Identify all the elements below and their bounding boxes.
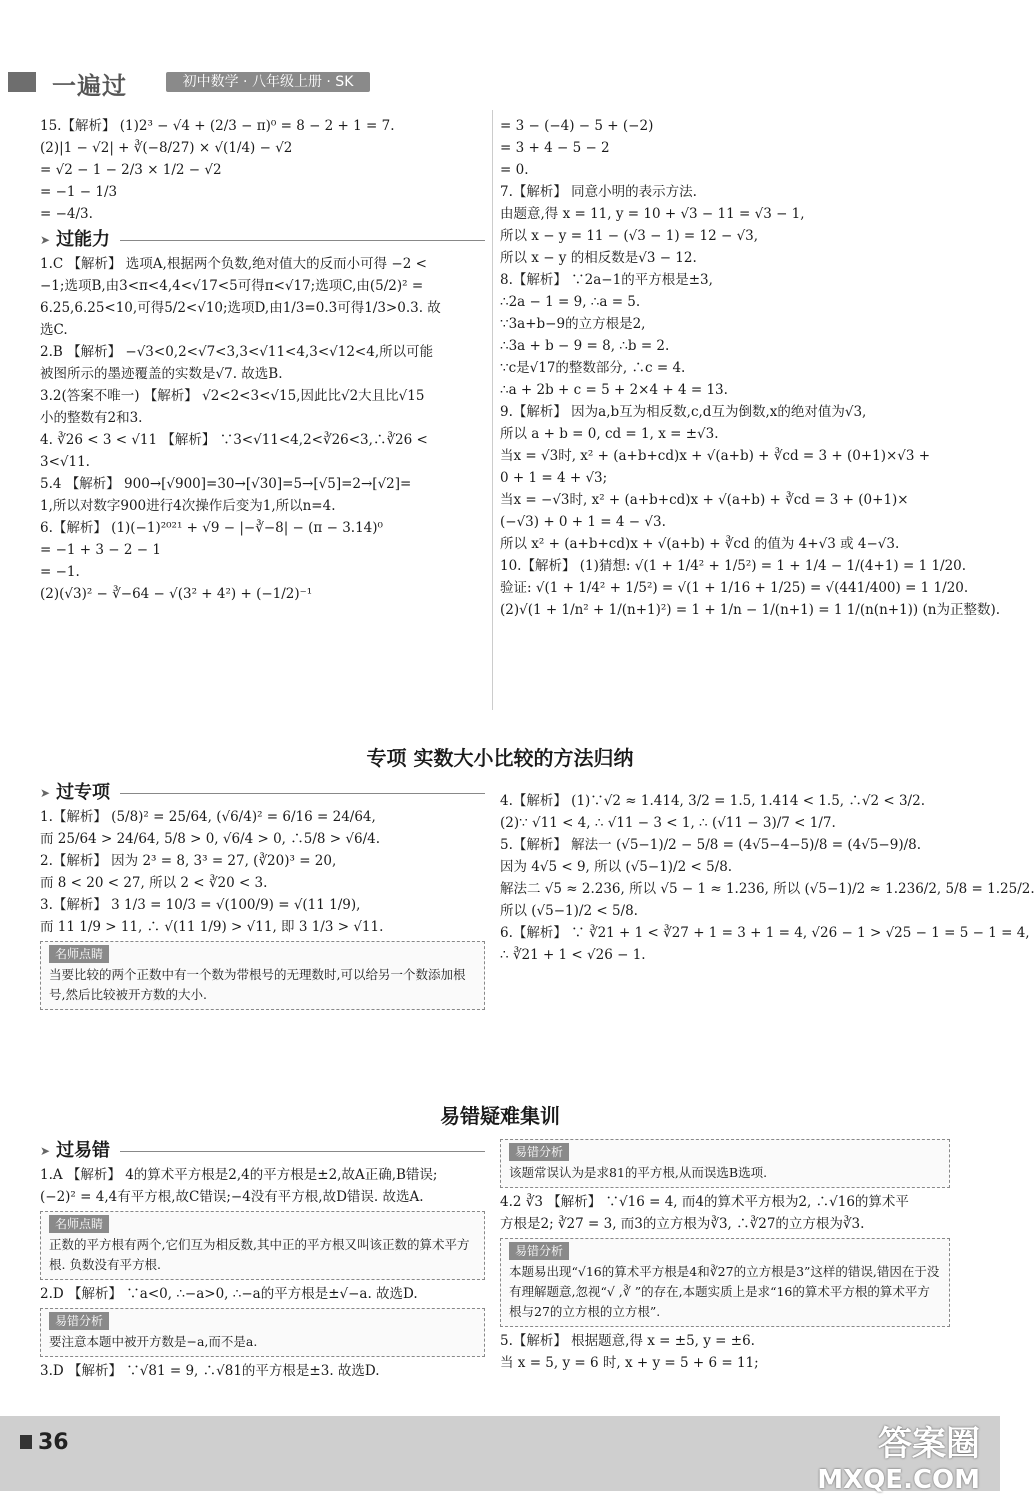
section-rule bbox=[120, 793, 485, 794]
section-title: 过能力 bbox=[56, 229, 111, 250]
section-icon: ➤ bbox=[40, 1144, 51, 1158]
teacher-tip-box bbox=[40, 941, 485, 1010]
right-column-errors bbox=[500, 1136, 950, 1374]
tip-label: 易错分析 bbox=[509, 1242, 569, 1260]
page-number-text: 36 bbox=[38, 1430, 69, 1455]
watermark-logo: 答案圈 bbox=[878, 1424, 980, 1464]
errors-left-2 bbox=[40, 1283, 485, 1305]
watermark bbox=[817, 1416, 980, 1495]
text-line: = −1 + 3 − 2 − 1 bbox=[40, 542, 161, 558]
watermark-url: MXQE.COM bbox=[817, 1465, 980, 1495]
text-line: 3.D 【解析】 ∵√81 = 9, ∴√81的平方根是±3. 故选D. bbox=[40, 1363, 380, 1379]
text-line: (−2)² = 4,4有平方根,故C错误;−4没有平方根,故D错误. 故选A. bbox=[40, 1189, 424, 1205]
errors-title: 易错疑难集训 bbox=[440, 1104, 560, 1128]
text-line: = −4/3. bbox=[40, 206, 93, 222]
text-line: 方根是2; ∛27 = 3, 而3的立方根为∛3, ∴∛27的立方根为∛3. bbox=[500, 1216, 865, 1232]
text-line: 1.C 【解析】 选项A,根据两个负数,绝对值大的反而小可得 −2 < bbox=[40, 256, 427, 272]
text-line: ∴2a − 1 = 9, ∴a = 5. bbox=[500, 294, 641, 310]
errors-left-1 bbox=[40, 1164, 485, 1208]
text-line: 选C. bbox=[40, 322, 68, 338]
error-tip-box-1 bbox=[40, 1308, 485, 1357]
text-line: 由题意,得 x = 11, y = 10 + √3 − 11 = √3 − 1, bbox=[500, 206, 805, 222]
text-line: 而 8 < 20 < 27, 所以 2 < ∛20 < 3. bbox=[40, 875, 268, 891]
right-column-top bbox=[500, 115, 1001, 621]
q7-q10-block bbox=[500, 115, 1001, 621]
text-line: 15.【解析】 (1)2³ − √4 + (2/3 − π)⁰ = 8 − 2 + 1 = 7. bbox=[40, 118, 395, 134]
text-line: (2)√(1 + 1/n² + 1/(n+1)²) = 1 + 1/n − 1/(n+1) = 1 1/(n(n+1)) (n为正整数). bbox=[500, 602, 1001, 618]
text-line: 6.25,6.25<10,可得5/2<√10;选项D,由1/3=0.3̇可得1/3>0.3. 故 bbox=[40, 300, 441, 316]
tip-text: 正数的平方根有两个,它们互为相反数,其中正的平方根又叫该正数的算术平方根. 负数没有平方根. bbox=[49, 1237, 470, 1272]
tip-label: 易错分析 bbox=[49, 1312, 109, 1330]
text-line: = 0. bbox=[500, 162, 529, 178]
text-line: 4.【解析】 (1)∵√2 ≈ 1.414, 3/2 = 1.5, 1.414 < 1.5, ∴√2 < 3/2. bbox=[500, 793, 925, 809]
right-column-special bbox=[500, 790, 1035, 966]
text-line: = −1 − 1/3 bbox=[40, 184, 118, 200]
tip-text: 本题易出现“√16的算术平方根是4和∛27的立方根是3”这样的错误,错因在于没有理解题意,忽视“√ ,∛ ”的存在,本题实质上是求“16的算术平方根的算术平方根与27的立方根的立方根”. bbox=[509, 1264, 940, 1319]
section-ability-heading bbox=[40, 229, 485, 251]
text-line: 2.【解析】 因为 2³ = 8, 3³ = 27, (∛20)³ = 20, bbox=[40, 853, 337, 869]
text-line: 3.【解析】 3 1/3 = 10/3 = √(100/9) = √(11 1/9), bbox=[40, 897, 361, 913]
text-line: (2)|1 − √2| + ∛(−8/27) × √(1/4) − √2 bbox=[40, 140, 293, 156]
left-column-special bbox=[40, 778, 485, 1013]
text-line: 因为 4√5 < 9, 所以 (√5−1)/2 < 5/8. bbox=[500, 859, 733, 875]
special-left-block bbox=[40, 806, 485, 938]
errors-left-3 bbox=[40, 1360, 485, 1382]
text-line: 小的整数有2和3. bbox=[40, 410, 143, 426]
text-line: 而 11 1/9 > 11, ∴ √(11 1/9) > √11, 即 3 1/3 > √11. bbox=[40, 919, 384, 935]
text-line: ∴ ∛21 + 1 < √26 − 1. bbox=[500, 947, 646, 963]
text-line: 所以 x − y = 11 − (√3 − 1) = 12 − √3, bbox=[500, 228, 759, 244]
errors-right-1 bbox=[500, 1191, 950, 1235]
tip-text: 该题常误认为是求81的平方根,从而误选B选项. bbox=[509, 1165, 768, 1180]
text-line: ∵3a+b−9的立方根是2, bbox=[500, 316, 646, 332]
text-line: 1.【解析】 (5/8)² = 25/64, (√6/4)² = 6/16 = 24/64, bbox=[40, 809, 376, 825]
text-line: 当x = √3时, x² + (a+b+cd)x + √(a+b) + ∛cd = 3 + (0+1)×√3 + bbox=[500, 448, 931, 464]
section-rule bbox=[120, 1151, 485, 1152]
text-line: 1,所以对数字900进行4次操作后变为1,所以n=4. bbox=[40, 498, 336, 514]
tip-label: 名师点睛 bbox=[49, 1215, 109, 1233]
ability-block bbox=[40, 253, 485, 605]
text-line: 5.【解析】 解法一 (√5−1)/2 − 5/8 = (4√5−4−5)/8 = (4√5−9)/8. bbox=[500, 837, 922, 853]
page-header bbox=[8, 66, 370, 100]
errors-right-2 bbox=[500, 1330, 950, 1374]
text-line: 所以 x − y 的相反数是√3 − 12. bbox=[500, 250, 697, 266]
text-line: 9.【解析】 因为a,b互为相反数,c,d互为倒数,x的绝对值为√3, bbox=[500, 404, 867, 420]
text-line: 8.【解析】 ∵2a−1的平方根是±3, bbox=[500, 272, 713, 288]
page-number bbox=[20, 1430, 69, 1455]
section-rule bbox=[120, 240, 485, 241]
tip-label: 易错分析 bbox=[509, 1143, 569, 1161]
left-column-errors bbox=[40, 1136, 485, 1382]
text-line: 而 25/64 > 24/64, 5/8 > 0, √6/4 > 0, ∴5/8 > √6/4. bbox=[40, 831, 381, 847]
left-column-top bbox=[40, 115, 485, 605]
text-line: = √2 − 1 − 2/3 × 1/2 − √2 bbox=[40, 162, 222, 178]
text-line: 7.【解析】 同意小明的表示方法. bbox=[500, 184, 697, 200]
text-line: 6.【解析】 (1)(−1)²⁰²¹ + √9 − |−∛−8| − (π − 3.14)⁰ bbox=[40, 520, 383, 536]
text-line: 4.2 ∛3 【解析】 ∵√16 = 4, 而4的算术平方根为2, ∴√16的算术平 bbox=[500, 1194, 909, 1210]
section-icon: ➤ bbox=[40, 233, 51, 247]
text-line: (2)∵ √11 < 4, ∴ √11 − 3 < 1, ∴ (√11 − 3)/7 < 1/7. bbox=[500, 815, 836, 831]
tip-text: 要注意本题中被开方数是−a,而不是a. bbox=[49, 1334, 258, 1349]
text-line: 5.4 【解析】 900→[√900]=30→[√30]=5→[√5]=2→[√2]= bbox=[40, 476, 412, 492]
brand-logo: 一遍过 bbox=[52, 72, 127, 100]
text-line: 0 + 1 = 4 + √3; bbox=[500, 470, 608, 486]
tip-label: 名师点睛 bbox=[49, 945, 109, 963]
text-line: 1.A 【解析】 4的算术平方根是2,4的平方根是±2,故A正确,B错误; bbox=[40, 1167, 438, 1183]
text-line: ∵c是√17的整数部分, ∴c = 4. bbox=[500, 360, 686, 376]
section-special-heading bbox=[40, 782, 485, 804]
page-footer bbox=[0, 1416, 1000, 1495]
text-line: ∴a + 2b + c = 5 + 2×4 + 4 = 13. bbox=[500, 382, 728, 398]
text-line: = −1. bbox=[40, 564, 80, 580]
error-tip-box-3 bbox=[500, 1238, 950, 1327]
text-line: 解法二 √5 ≈ 2.236, 所以 √5 − 1 ≈ 1.236, 所以 (√5−1)/2 ≈ 1.236/2, 5/8 = 1.25/2. bbox=[500, 881, 1035, 897]
text-line: 被图所示的墨迹覆盖的实数是√7. 故选B. bbox=[40, 366, 283, 382]
q15-block bbox=[40, 115, 485, 225]
text-line: 5.【解析】 根据题意,得 x = ±5, y = ±6. bbox=[500, 1333, 755, 1349]
text-line: 所以 (√5−1)/2 < 5/8. bbox=[500, 903, 638, 919]
text-line: 所以 a + b = 0, cd = 1, x = ±√3. bbox=[500, 426, 719, 442]
special-title: 专项 实数大小比较的方法归纳 bbox=[366, 746, 634, 770]
error-tip-box-2 bbox=[500, 1139, 950, 1188]
text-line: 2.B 【解析】 −√3<0,2<√7<3,3<√11<4,3<√12<4,所以可能 bbox=[40, 344, 434, 360]
text-line: = 3 − (−4) − 5 + (−2) bbox=[500, 118, 654, 134]
section-title: 过专项 bbox=[56, 782, 111, 803]
subject-label: 初中数学 · 八年级上册 · SK bbox=[166, 72, 370, 92]
text-line: 所以 x² + (a+b+cd)x + √(a+b) + ∛cd 的值为 4+√3 或 4−√3. bbox=[500, 536, 900, 552]
text-line: ∴3a + b − 9 = 8, ∴b = 2. bbox=[500, 338, 670, 354]
text-line: 当x = −√3时, x² + (a+b+cd)x + √(a+b) + ∛cd = 3 + (0+1)× bbox=[500, 492, 909, 508]
text-line: −1;选项B,由3<π<4,4<√17<5可得π<√17;选项C,由(5/2)² = bbox=[40, 278, 424, 294]
page-number-marker bbox=[20, 1435, 32, 1449]
text-line: 10.【解析】 (1)猜想: √(1 + 1/4² + 1/5²) = 1 + 1/4 − 1/(4+1) = 1 1/20. bbox=[500, 558, 967, 574]
section-icon: ➤ bbox=[40, 786, 51, 800]
text-line: 3<√11. bbox=[40, 454, 90, 470]
text-line: = 3 + 4 − 5 − 2 bbox=[500, 140, 610, 156]
header-block bbox=[8, 72, 36, 92]
column-divider bbox=[492, 110, 493, 710]
special-right-block bbox=[500, 790, 1035, 966]
teacher-tip-box-2 bbox=[40, 1211, 485, 1280]
text-line: 当 x = 5, y = 6 时, x + y = 5 + 6 = 11; bbox=[500, 1355, 759, 1371]
text-line: 6.【解析】 ∵ ∛21 + 1 < ∛27 + 1 = 3 + 1 = 4, √26 − 1 > √25 − 1 = 5 − 1 = 4, bbox=[500, 925, 1030, 941]
text-line: 3.2(答案不唯一) 【解析】 √2<2<3<√15,因此比√2大且比√15 bbox=[40, 388, 425, 404]
text-line: (2)(√3)² − ∛−64 − √(3² + 4²) + (−1/2)⁻¹ bbox=[40, 586, 313, 602]
text-line: 2.D 【解析】 ∵a<0, ∴−a>0, ∴−a的平方根是±√−a. 故选D. bbox=[40, 1286, 418, 1302]
text-line: 验证: √(1 + 1/4² + 1/5²) = √(1 + 1/16 + 1/25) = √(441/400) = 1 1/20. bbox=[500, 580, 969, 596]
tip-text: 当要比较的两个正数中有一个数为带根号的无理数时,可以给另一个数添加根号,然后比较被开方数的大小. bbox=[49, 967, 466, 1002]
text-line: (−√3) + 0 + 1 = 4 − √3. bbox=[500, 514, 666, 530]
section-title: 过易错 bbox=[56, 1140, 111, 1161]
section-errors-heading bbox=[40, 1140, 485, 1162]
text-line: 4. ∛26 < 3 < √11 【解析】 ∵3<√11<4,2<∛26<3,∴∛26 < bbox=[40, 432, 428, 448]
